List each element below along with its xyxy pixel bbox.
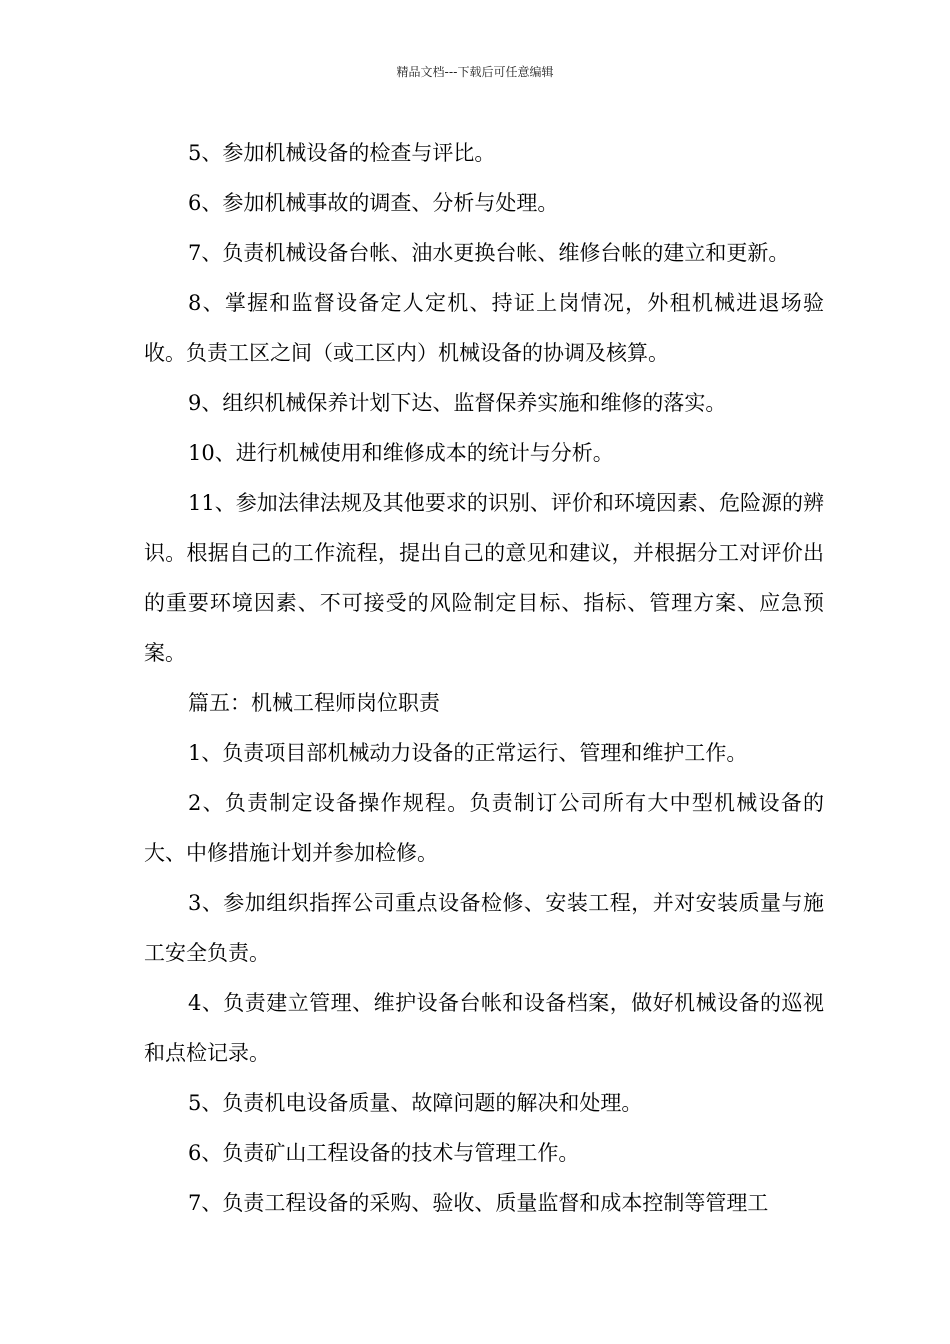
page-header: 精品文档---下载后可任意编辑 xyxy=(396,65,554,79)
paragraph-duty-2: 2、负责制定设备操作规程。负责制订公司所有大中型机械设备的大、中修措施计划并参加检修。 xyxy=(144,791,824,865)
paragraph-duty-7: 7、负责工程设备的采购、验收、质量监督和成本控制等管理工 xyxy=(188,1191,769,1215)
paragraph-item-6-accident: 6、参加机械事故的调查、分析与处理。 xyxy=(188,191,559,215)
paragraph-duty-5: 5、负责机电设备质量、故障问题的解决和处理。 xyxy=(188,1091,643,1115)
paragraph-item-5-inspection: 5、参加机械设备的检查与评比。 xyxy=(188,141,496,165)
paragraph-item-8-supervision: 8、掌握和监督设备定人定机、持证上岗情况，外租机械进退场验收。负责工区之间（或工区内）机械设备的协调及核算。 xyxy=(144,291,824,365)
paragraph-duty-4: 4、负责建立管理、维护设备台帐和设备档案，做好机械设备的巡视和点检记录。 xyxy=(144,991,824,1065)
paragraph-duty-6: 6、负责矿山工程设备的技术与管理工作。 xyxy=(188,1141,580,1165)
document-body xyxy=(144,128,824,1228)
section-heading: 篇五：机械工程师岗位职责 xyxy=(188,691,440,715)
paragraph-duty-3: 3、参加组织指挥公司重点设备检修、安装工程，并对安装质量与施工安全负责。 xyxy=(144,891,824,965)
paragraph-item-11-regulations: 11、参加法律法规及其他要求的识别、评价和环境因素、危险源的辨识。根据自己的工作流程，提出自己的意见和建议，并根据分工对评价出的重要环境因素、不可接受的风险制定目标、指标、管理方案、应急预案。 xyxy=(144,491,824,665)
paragraph-item-10-cost: 10、进行机械使用和维修成本的统计与分析。 xyxy=(188,441,614,465)
paragraph-duty-1: 1、负责项目部机械动力设备的正常运行、管理和维护工作。 xyxy=(188,741,748,765)
paragraph-item-9-maintenance: 9、组织机械保养计划下达、监督保养实施和维修的落实。 xyxy=(188,391,727,415)
paragraph-item-7-ledger: 7、负责机械设备台帐、油水更换台帐、维修台帐的建立和更新。 xyxy=(188,241,790,265)
